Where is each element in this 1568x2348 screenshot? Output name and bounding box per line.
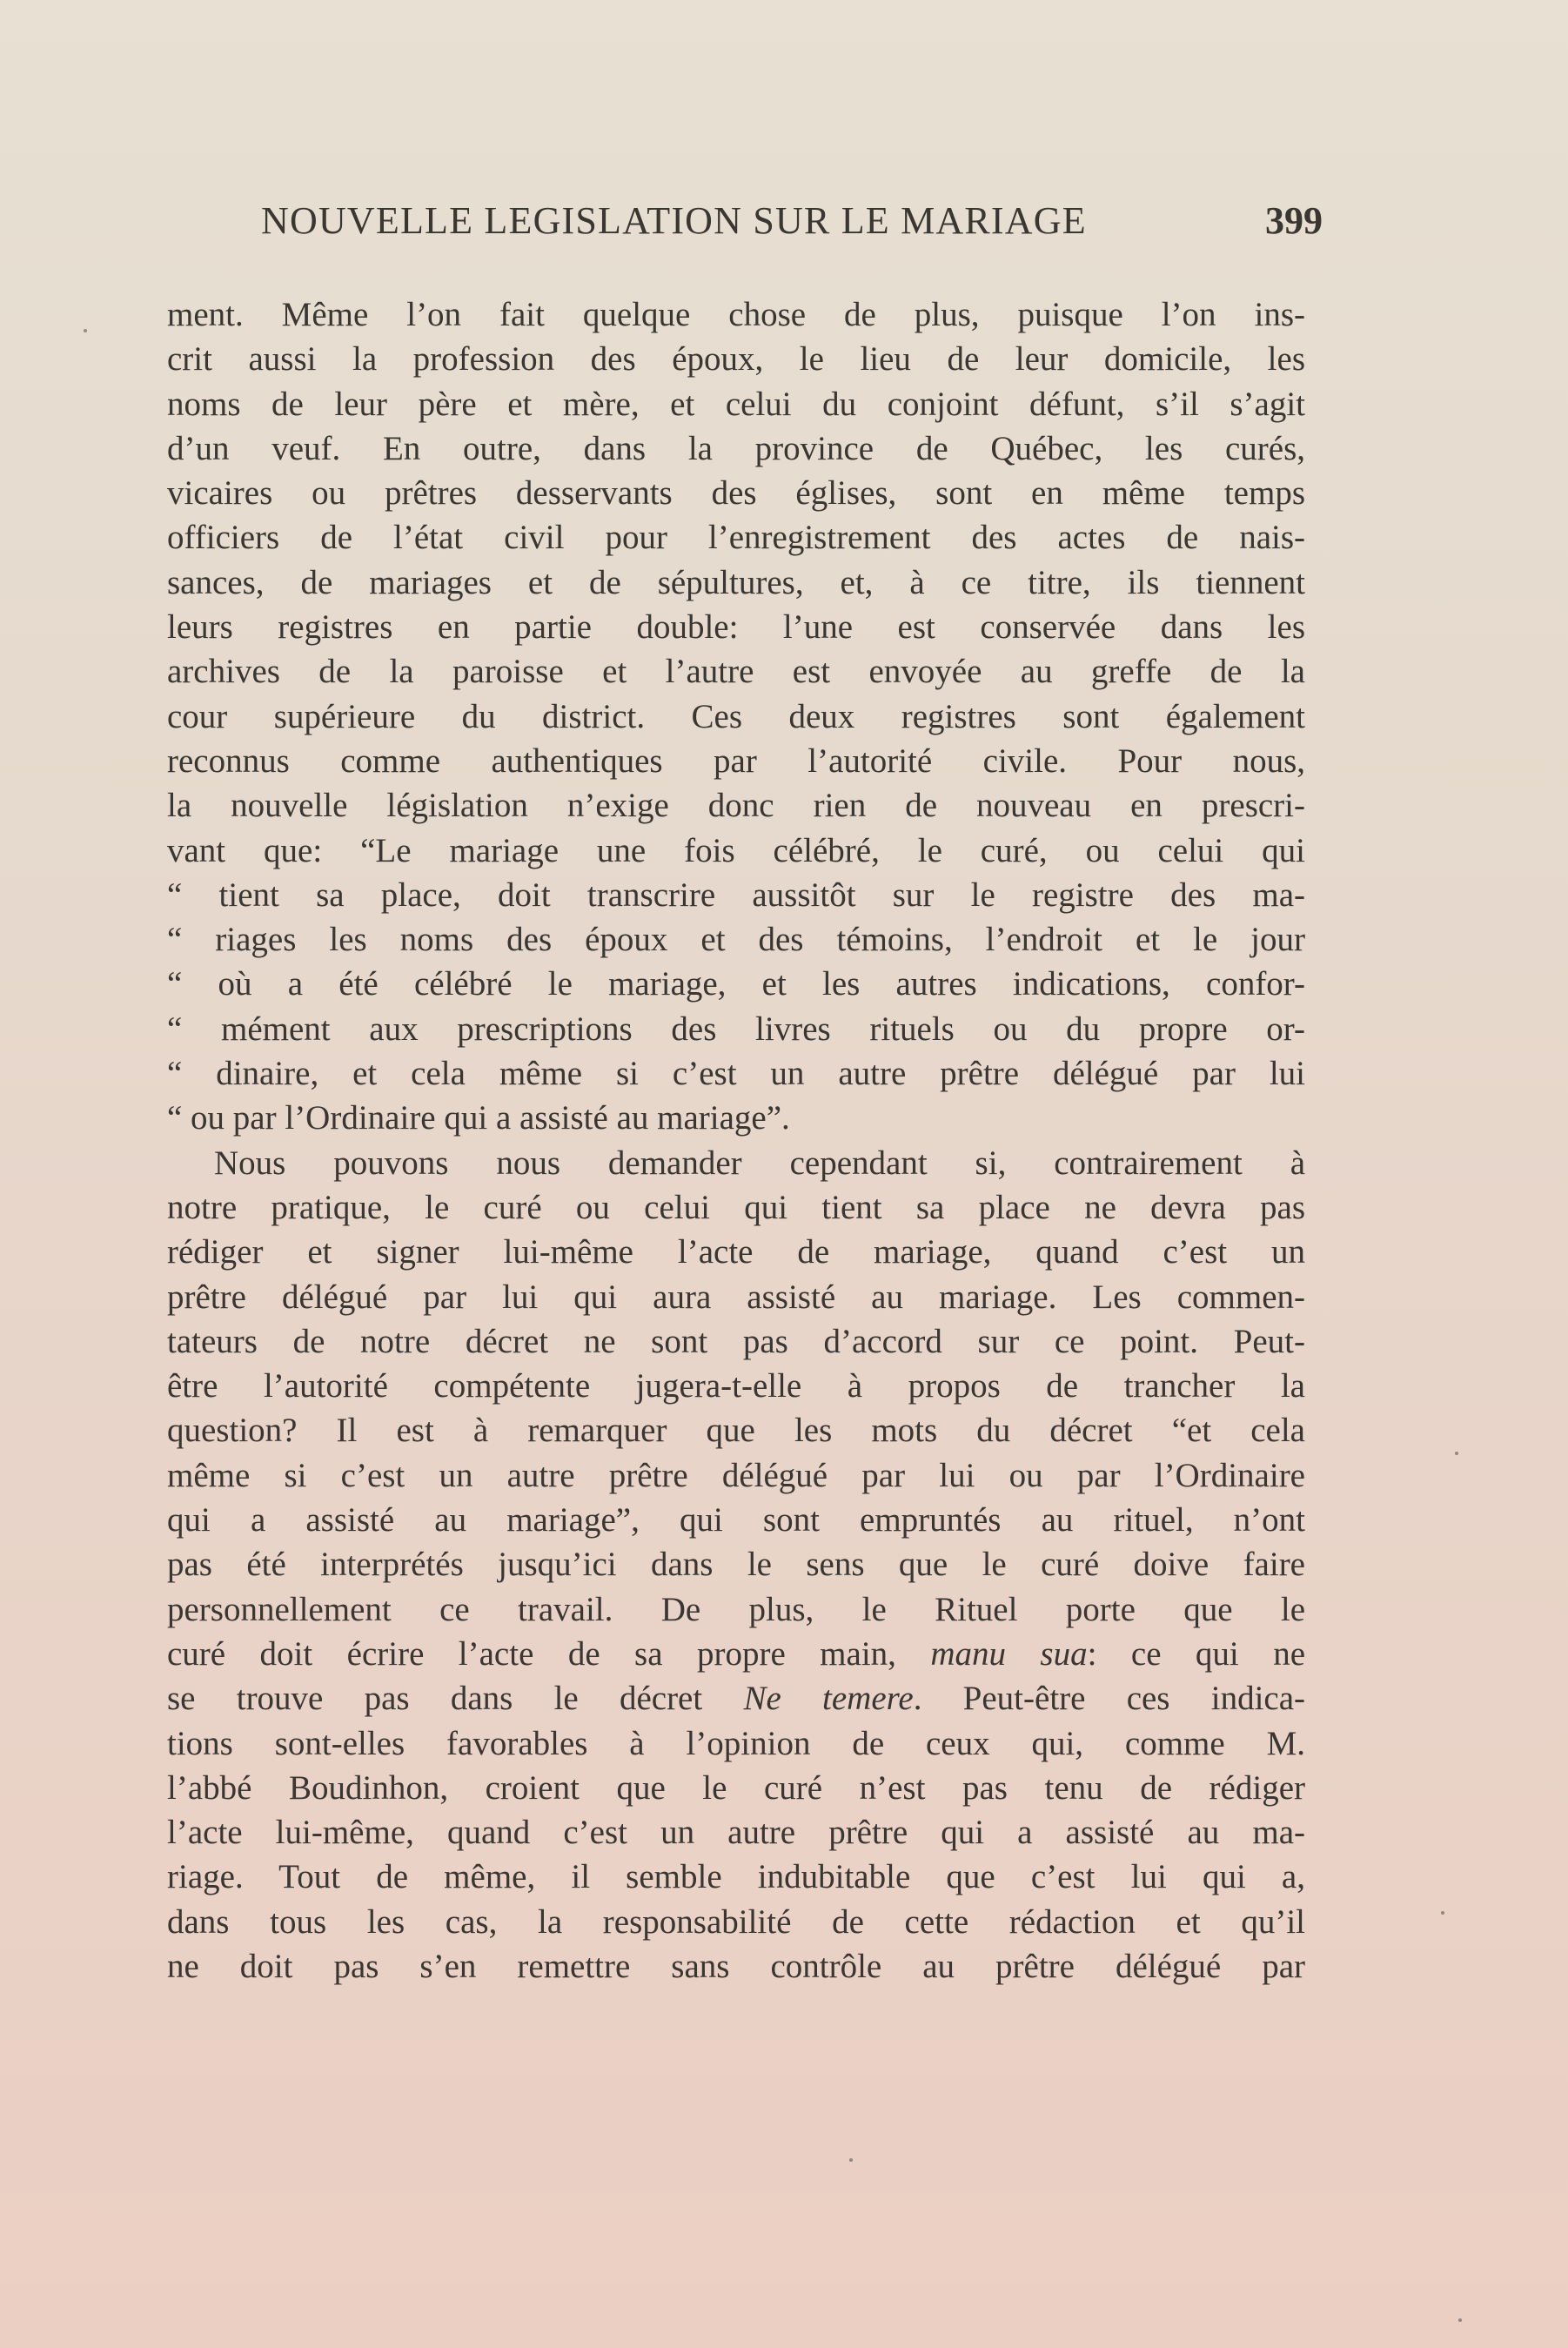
text-line: question? Il est à remarquer que les mots du décret “et cela — [167, 1412, 1305, 1450]
text-line: être l’autorité compétente jugera-t-elle à propos de trancher la — [167, 1367, 1305, 1405]
text-line: prêtre délégué par lui qui aura assisté au mariage. Les commen- — [167, 1278, 1305, 1316]
text-line: cour supérieure du district. Ces deux registres sont également — [167, 697, 1305, 735]
paper-speck — [1441, 1911, 1444, 1915]
text-line: la nouvelle législation n’exige donc rien de nouveau en prescri- — [167, 787, 1305, 825]
text-line: “ tient sa place, doit transcrire aussitôt sur le registre des ma- — [167, 875, 1305, 914]
text-line: se trouve pas dans le décret Ne temere. Peut-être ces indica- — [167, 1680, 1305, 1718]
text-line: personnellement ce travail. De plus, le Rituel porte que le — [167, 1590, 1305, 1628]
text-line: vant que: “Le mariage une fois célébré, le curé, ou celui qui — [167, 831, 1305, 869]
text-line: rédiger et signer lui-même l’acte de mariage, quand c’est un — [167, 1233, 1305, 1271]
running-head — [261, 198, 1323, 251]
text-line: d’un veuf. En outre, dans la province de Québec, les curés, — [167, 429, 1305, 467]
text-line: “ riages les noms des époux et des témoins, l’endroit et le jour — [167, 921, 1305, 959]
paper-speck — [849, 2158, 853, 2162]
text-line: l’abbé Boudinhon, croient que le curé n’est pas tenu de rédiger — [167, 1768, 1305, 1807]
text-line: sances, de mariages et de sépultures, et, à ce titre, ils tiennent — [167, 563, 1305, 601]
text-line: notre pratique, le curé ou celui qui tient sa place ne devra pas — [167, 1188, 1305, 1226]
paper-speck — [84, 329, 87, 332]
running-title: NOUVELLE LEGISLATION SUR LE MARIAGE — [261, 199, 1087, 242]
text-line: curé doit écrire l’acte de sa propre main, manu sua: ce qui ne — [167, 1634, 1305, 1673]
text-line: leurs registres en partie double: l’une est conservée dans les — [167, 608, 1305, 647]
text-line: officiers de l’état civil pour l’enregistrement des actes de nais- — [167, 519, 1305, 557]
text-line: ment. Même l’on fait quelque chose de plus, puisque l’on ins- — [167, 296, 1305, 333]
text-line: qui a assisté au mariage”, qui sont empruntés au rituel, n’ont — [167, 1501, 1305, 1540]
text-line: Nous pouvons nous demander cependant si, contrairement à — [214, 1144, 1305, 1182]
text-line: pas été interprétés jusqu’ici dans le sens que le curé doive faire — [167, 1546, 1305, 1584]
text-line: ne doit pas s’en remettre sans contrôle au prêtre délégué par — [167, 1947, 1305, 1985]
text-line: vicaires ou prêtres desservants des églises, sont en même temps — [167, 474, 1305, 513]
text-line: reconnus comme authentiques par l’autorité civile. Pour nous, — [167, 741, 1305, 780]
text-line: crit aussi la profession des époux, le lieu de leur domicile, les — [167, 340, 1305, 379]
paragraph-1 — [167, 292, 1305, 1141]
text-line: l’acte lui-même, quand c’est un autre prêtre qui a assisté au ma- — [167, 1814, 1305, 1852]
page-number: 399 — [1265, 199, 1323, 242]
text-line: dans tous les cas, la responsabilité de cette rédaction et qu’il — [167, 1902, 1305, 1941]
text-line: riage. Tout de même, il semble indubitable que c’est lui qui a, — [167, 1858, 1305, 1896]
text-line: “ ou par l’Ordinaire qui a assisté au mariage”. — [167, 1099, 790, 1137]
text-line: même si c’est un autre prêtre délégué par lui ou par l’Ordinaire — [167, 1456, 1305, 1494]
paper-speck — [1458, 2318, 1462, 2322]
body-text — [167, 292, 1305, 1989]
text-line: tateurs de notre décret ne sont pas d’accord sur ce point. Peut- — [167, 1322, 1305, 1360]
text-line: noms de leur père et mère, et celui du conjoint défunt, s’il s’agit — [167, 385, 1305, 423]
text-line: “ où a été célébré le mariage, et les autres indications, confor- — [167, 965, 1305, 1003]
paper-speck — [1455, 1452, 1458, 1455]
text-line: “ mément aux prescriptions des livres rituels ou du propre or- — [167, 1010, 1305, 1048]
paragraph-2 — [167, 1141, 1305, 1989]
text-line: “ dinaire, et cela même si c’est un autre prêtre délégué par lui — [167, 1055, 1305, 1093]
text-line: tions sont-elles favorables à l’opinion de ceux qui, comme M. — [167, 1724, 1305, 1762]
text-line: archives de la paroisse et l’autre est envoyée au greffe de la — [167, 653, 1305, 691]
